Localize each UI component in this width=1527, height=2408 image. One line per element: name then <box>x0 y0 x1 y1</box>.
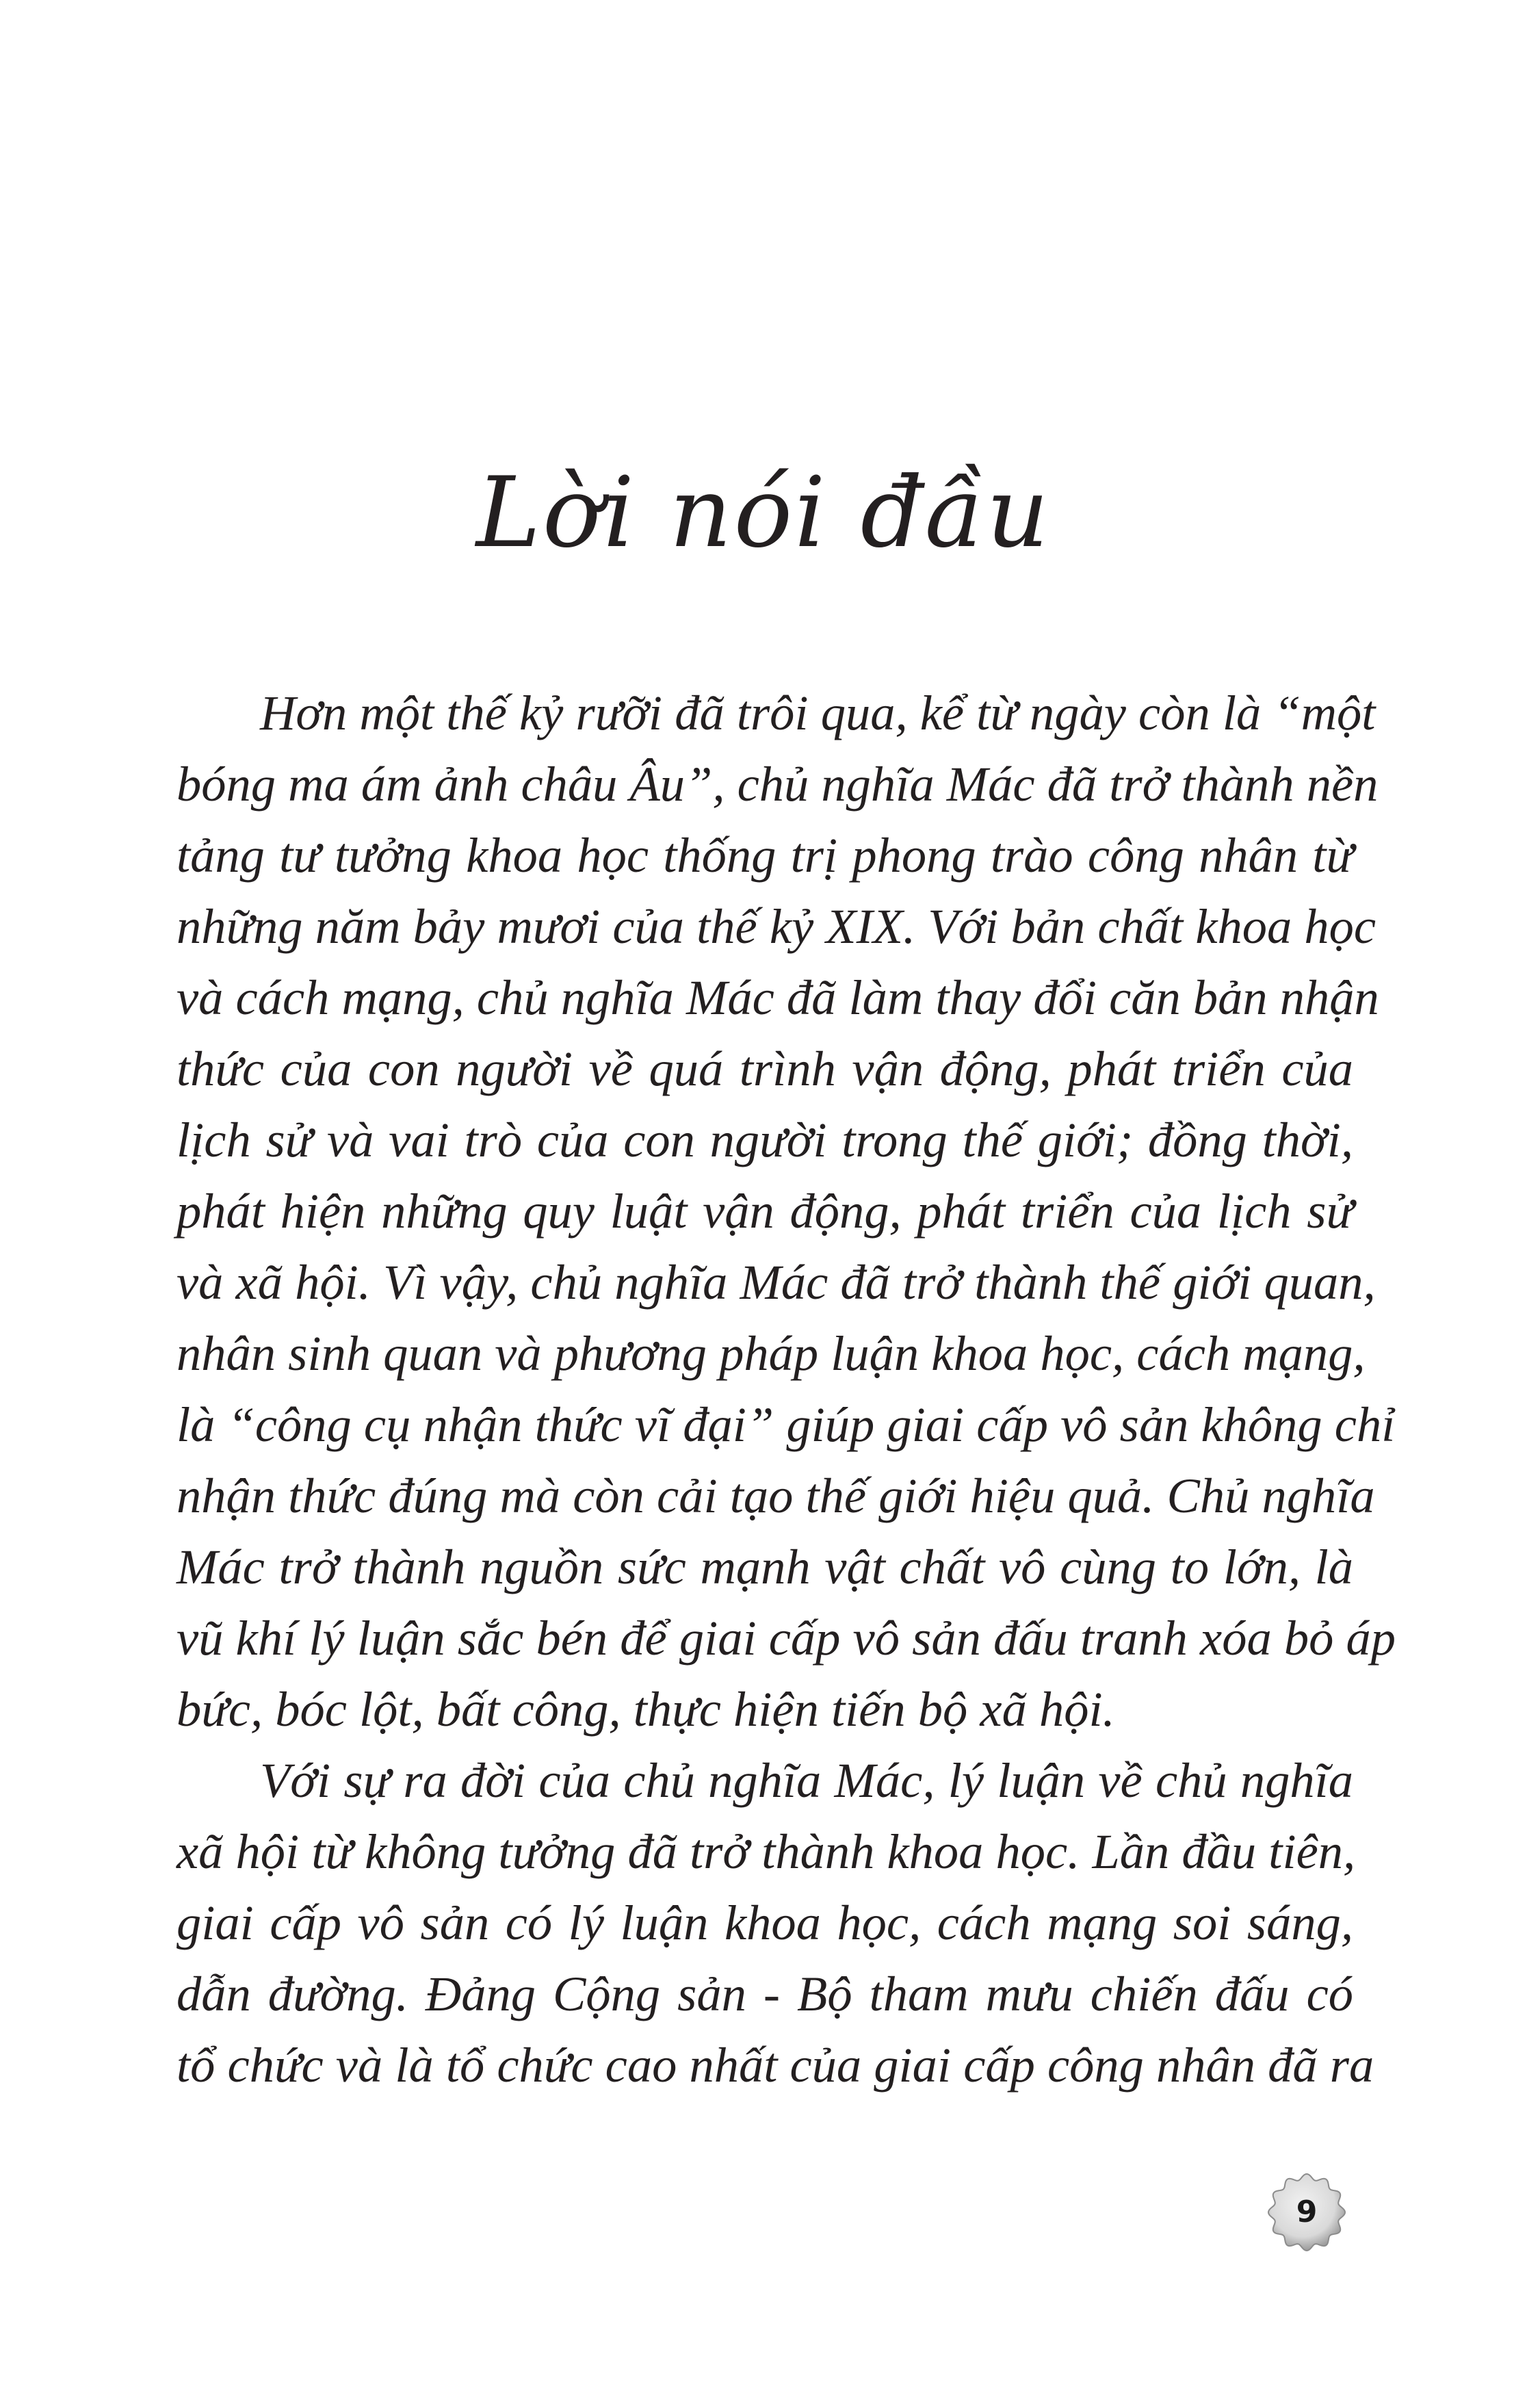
text-line: tảng tư tưởng khoa học thống trị phong trào công nhân từ <box>177 827 1353 883</box>
paragraph-1 <box>177 677 1396 1745</box>
text-line: những năm bảy mươi của thế kỷ XIX. Với bản chất khoa học <box>177 898 1376 954</box>
text-line: giai cấp vô sản có lý luận khoa học, cách mạng soi sáng, <box>177 1895 1353 1950</box>
text-line: dẫn đường. Đảng Cộng sản - Bộ tham mưu chiến đấu có <box>177 1966 1353 2021</box>
text-line: Với sự ra đời của chủ nghĩa Mác, lý luận về chủ nghĩa <box>260 1752 1353 1808</box>
page-number-badge <box>1267 2173 1346 2252</box>
text-line: bóng ma ám ảnh châu Âu”, chủ nghĩa Mác đã trở thành nền <box>177 756 1379 812</box>
text-line: Hơn một thế kỷ rưỡi đã trôi qua, kể từ ngày còn là “một <box>260 685 1376 740</box>
page-number: 9 <box>1296 2195 1318 2229</box>
body-text <box>177 677 1396 2101</box>
text-line: bức, bóc lột, bất công, thực hiện tiến bộ xã hội. <box>177 1681 1115 1737</box>
text-line: nhận thức đúng mà còn cải tạo thế giới hiệu quả. Chủ nghĩa <box>177 1468 1375 1523</box>
text-line: Mác trở thành nguồn sức mạnh vật chất vô cùng to lớn, là <box>177 1539 1353 1594</box>
paragraph-2 <box>177 1745 1374 2101</box>
text-line: lịch sử và vai trò của con người trong thế giới; đồng thời, <box>177 1112 1353 1167</box>
text-line: phát hiện những quy luật vận động, phát triển của lịch sử <box>177 1183 1353 1239</box>
text-line: nhân sinh quan và phương pháp luận khoa học, cách mạng, <box>177 1325 1366 1381</box>
text-line: và cách mạng, chủ nghĩa Mác đã làm thay đổi căn bản nhận <box>177 970 1379 1025</box>
text-line: xã hội từ không tưởng đã trở thành khoa học. Lần đầu tiên, <box>177 1824 1356 1879</box>
text-line: thức của con người về quá trình vận động, phát triển của <box>177 1041 1353 1096</box>
page-title: Lời nói đầu <box>475 456 1052 569</box>
text-line: là “công cụ nhận thức vĩ đại” giúp giai cấp vô sản không chỉ <box>177 1397 1396 1452</box>
text-line: vũ khí lý luận sắc bén để giai cấp vô sản đấu tranh xóa bỏ áp <box>177 1610 1396 1666</box>
text-line: tổ chức và là tổ chức cao nhất của giai cấp công nhân đã ra <box>177 2037 1374 2093</box>
text-line: và xã hội. Vì vậy, chủ nghĩa Mác đã trở thành thế giới quan, <box>177 1254 1376 1310</box>
